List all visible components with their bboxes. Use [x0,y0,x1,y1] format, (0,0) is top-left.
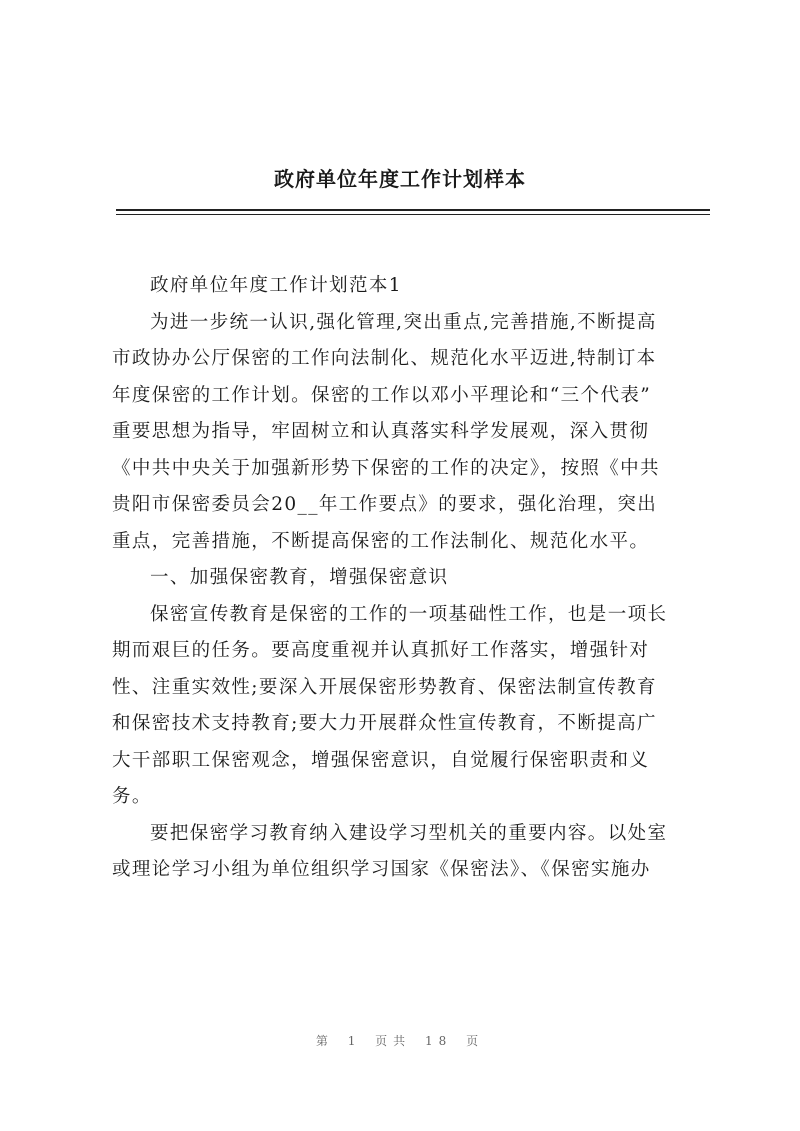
document-body [112,268,694,889]
paragraph-line: 要把保密学习教育纳入建设学习型机关的重要内容。以处室 [150,822,668,844]
title-rule-thick [116,209,710,211]
paragraph-line: 大干部职工保密观念，增强保密意识，自觉履行保密职责和义 [112,749,650,771]
paragraph-line: 期而艰巨的任务。要高度重视并认真抓好工作落实，增强针对 [112,640,650,661]
paragraph-line: 《中共中央关于加强新形势下保密的工作的决定》，按照《中共 [112,457,660,479]
footer-page-number: 1 [347,1034,362,1048]
section-heading: 政府单位年度工作计划范本1 [150,275,402,296]
paragraph-line: 贵阳市保密委员会20__年工作要点》的要求，强化治理，突出 [112,494,658,515]
paragraph-line: 和保密技术支持教育;要大力开展群众性宣传教育，不断提高广 [112,713,657,734]
paragraph-line: 或理论学习小组为单位组织学习国家《保密法》、《保密实施办 [112,859,651,880]
footer-total-pages: 18 [425,1034,453,1048]
paragraph-line: 务。 [112,786,152,807]
paragraph-line: 重点，完善措施，不断提高保密的工作法制化、规范化水平。 [112,530,650,552]
paragraph-line: 年度保密的工作计划。保密的工作以邓小平理论和“三个代表” [112,384,652,406]
footer-of-label: 页共 [375,1034,412,1048]
footer-page-suffix: 页 [466,1034,485,1048]
page-footer [0,1032,800,1049]
paragraph-line: 重要思想为指导，牢固树立和认真落实科学发展观，深入贯彻 [112,421,650,442]
footer-page-label: 第 [315,1034,334,1048]
section-heading: 一、加强保密教育，增强保密意识 [150,567,449,588]
title-rule-thin [116,214,710,215]
paragraph-line: 性、注重实效性;要深入开展保密形势教育、保密法制宣传教育 [112,676,657,698]
paragraph-line: 为进一步统一认识,强化管理,突出重点,完善措施,不断提高 [150,311,657,333]
paragraph-line: 市政协办公厅保密的工作向法制化、规范化水平迈进,特制订本 [112,348,657,369]
document-title: 政府单位年度工作计划样本 [274,167,526,191]
paragraph-line: 保密宣传教育是保密的工作的一项基础性工作，也是一项长 [150,603,668,625]
